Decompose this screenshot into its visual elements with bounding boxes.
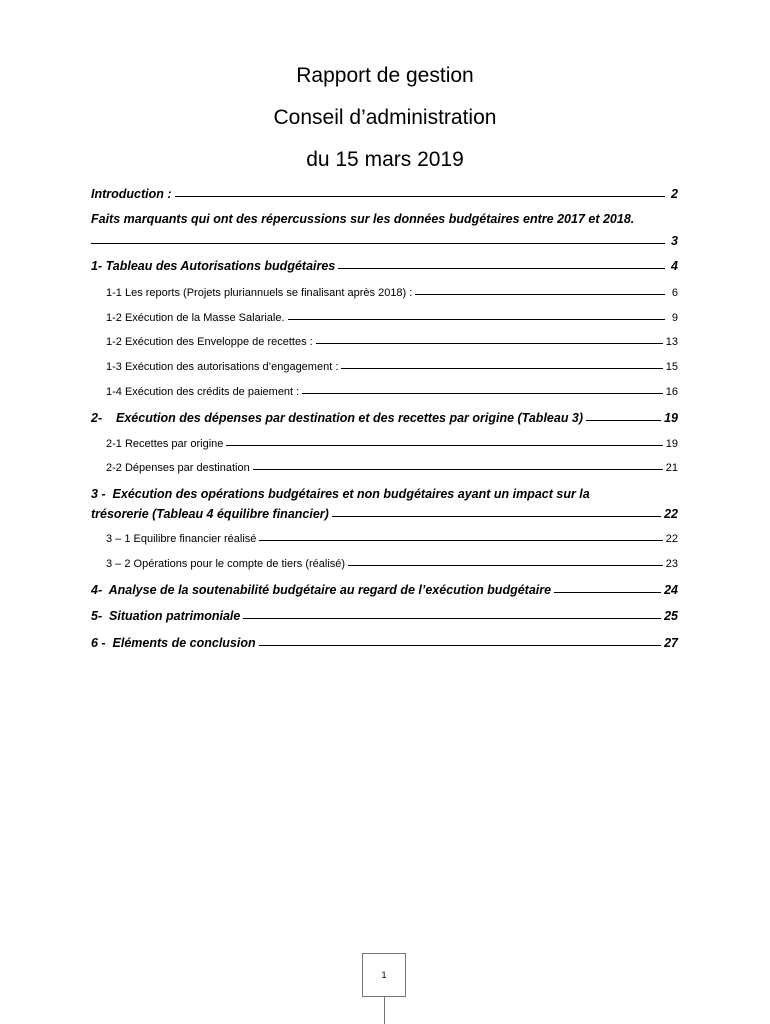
page-number-connector-line [384, 997, 385, 1024]
toc-page-number: 2 [671, 187, 678, 201]
toc-entry-section-6[interactable] [91, 635, 678, 651]
page-number: 1 [381, 970, 387, 980]
toc-label: 3 – 2 Opérations pour le compte de tiers (réalisé) [106, 558, 346, 570]
toc-leader [415, 294, 665, 295]
toc-entry-introduction[interactable] [91, 186, 678, 202]
toc-entry-section-1-1[interactable] [106, 285, 678, 301]
toc-page-number: 24 [664, 583, 678, 597]
toc-leader [302, 393, 663, 394]
toc-label: 1-1 Les reports (Projets pluriannuels se finalisant après 2018) : [106, 287, 413, 299]
toc-page-number: 6 [671, 287, 678, 299]
toc-leader [554, 592, 661, 593]
toc-entry-section-1-4[interactable] [106, 384, 678, 400]
report-title: Rapport de gestion [296, 64, 474, 87]
toc-page-number: 19 [665, 438, 678, 450]
page-number-box [362, 953, 406, 997]
toc-leader [175, 196, 665, 197]
toc-entry-section-2[interactable] [91, 410, 678, 426]
toc-label: 1-4 Exécution des crédits de paiement : [106, 386, 300, 398]
toc-page-number: 3 [671, 234, 678, 248]
toc-entry-faits-marquants[interactable] [91, 211, 678, 249]
toc-label: Faits marquants qui ont des répercussions sur les données budgétaires entre 2017 et 2018. [91, 212, 635, 226]
toc-label: 1- Tableau des Autorisations budgétaires [91, 259, 336, 273]
toc-leader [332, 516, 661, 517]
toc-page-number: 9 [671, 312, 678, 324]
toc-leader [341, 368, 662, 369]
toc-leader [253, 469, 663, 470]
toc-label: 3 – 1 Equilibre financier réalisé [106, 533, 257, 545]
toc-entry-section-1-3[interactable] [106, 359, 678, 375]
toc-leader [338, 268, 665, 269]
toc-page-number: 19 [664, 411, 678, 425]
toc-entry-section-3[interactable] [91, 486, 678, 522]
toc-label: Introduction : [91, 187, 172, 201]
toc-label: 2-2 Dépenses par destination [106, 462, 250, 474]
toc-label-continued: trésorerie (Tableau 4 équilibre financier) [91, 507, 329, 521]
toc-leader [91, 243, 665, 244]
toc-label: 2- Exécution des dépenses par destination et des recettes par origine (Tableau 3) [91, 411, 584, 425]
toc-label: 1-2 Exécution des Enveloppe de recettes : [106, 336, 313, 348]
toc-entry-section-5[interactable] [91, 608, 678, 624]
toc-leader [586, 420, 661, 421]
toc-leader [243, 618, 661, 619]
toc-page-number: 25 [664, 609, 678, 623]
toc-page-number: 27 [664, 636, 678, 650]
toc-leader [259, 540, 662, 541]
toc-page-number: 4 [671, 259, 678, 273]
toc-page-number: 22 [665, 533, 678, 545]
report-subtitle: Conseil d’administration [273, 106, 497, 129]
toc-leader [316, 343, 663, 344]
toc-leader [259, 645, 661, 646]
toc-entry-section-1[interactable] [91, 258, 678, 274]
toc-page-number: 15 [665, 361, 678, 373]
toc-page-number: 22 [664, 507, 678, 521]
toc-page-number: 23 [665, 558, 678, 570]
toc-page-number: 16 [665, 386, 678, 398]
toc-leader [288, 319, 665, 320]
toc-leader [348, 565, 663, 566]
toc-entry-section-4[interactable] [91, 582, 678, 598]
toc-label: 4- Analyse de la soutenabilité budgétaire au regard de l’exécution budgétaire [91, 583, 552, 597]
toc-entry-section-2-1[interactable] [106, 436, 678, 452]
toc-label: 6 - Eléments de conclusion [91, 636, 256, 650]
report-date: du 15 mars 2019 [306, 148, 464, 171]
toc-page-number: 13 [665, 336, 678, 348]
toc-leader [226, 445, 662, 446]
toc-label: 1-3 Exécution des autorisations d’engagement : [106, 361, 339, 373]
toc-entry-section-3-2[interactable] [106, 556, 678, 572]
toc-entry-section-1-2-recettes[interactable] [106, 334, 678, 350]
toc-entry-section-3-1[interactable] [106, 531, 678, 547]
toc-entry-section-2-2[interactable] [106, 460, 678, 476]
toc-page-number: 21 [665, 462, 678, 474]
toc-label: 5- Situation patrimoniale [91, 609, 241, 623]
toc-label: 3 - Exécution des opérations budgétaires et non budgétaires ayant un impact sur la [91, 487, 590, 501]
toc-entry-section-1-2-masse-salariale[interactable] [106, 310, 678, 326]
toc-label: 2-1 Recettes par origine [106, 438, 224, 450]
toc-label: 1-2 Exécution de la Masse Salariale. [106, 312, 285, 324]
